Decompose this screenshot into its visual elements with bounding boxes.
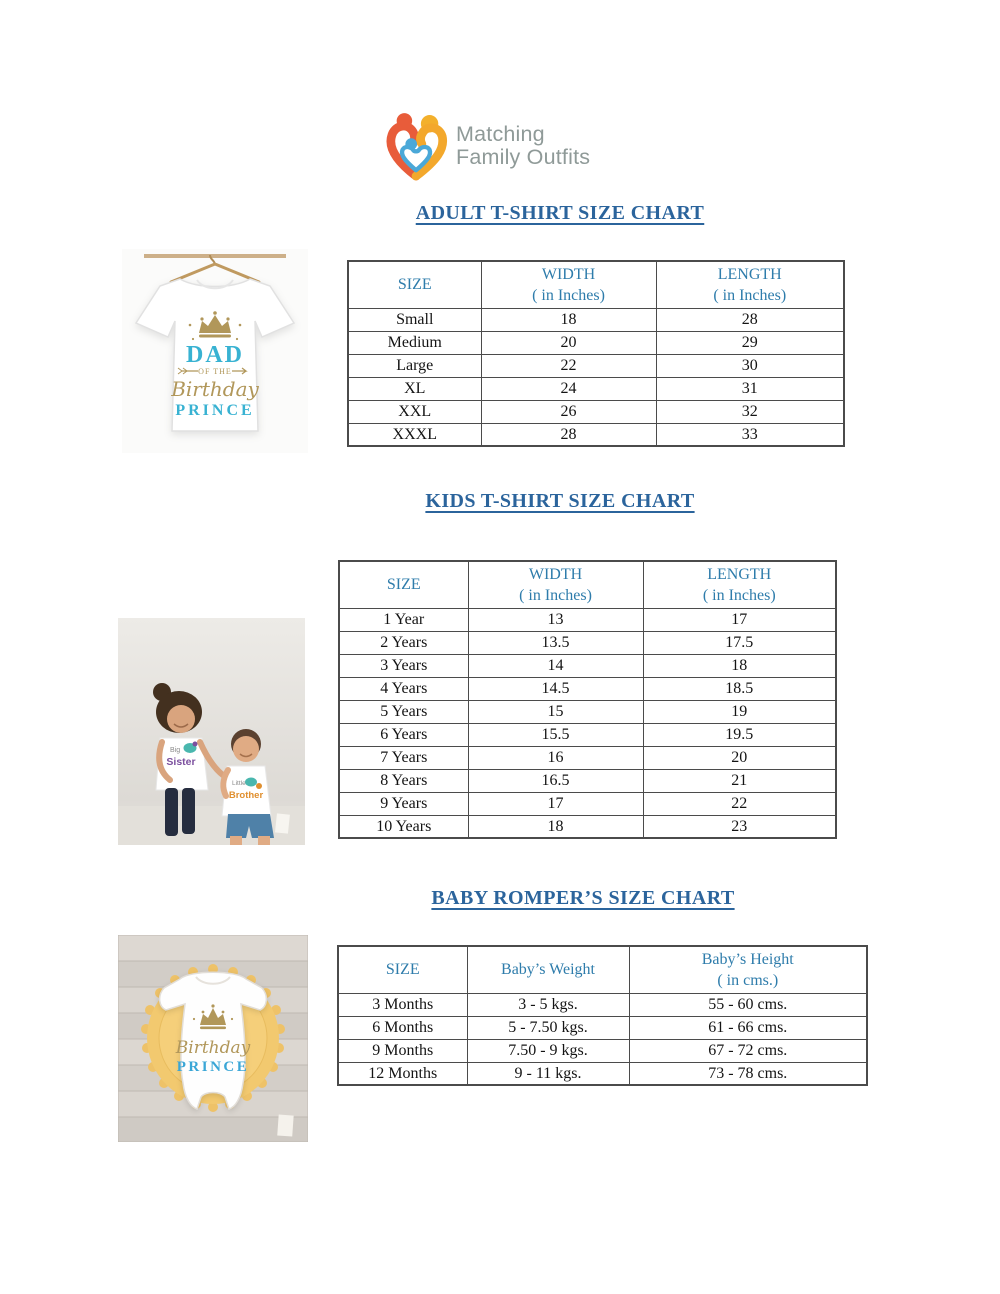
table-cell: 9 Years — [339, 792, 468, 815]
table-cell: 9 - 11 kgs. — [467, 1062, 629, 1085]
table-cell: 17 — [643, 608, 836, 631]
table-cell: 20 — [481, 331, 656, 354]
kids-tshirts-product-photo — [118, 618, 305, 845]
table-cell: 32 — [656, 400, 844, 423]
table-row — [348, 308, 844, 331]
table-cell: 22 — [481, 354, 656, 377]
brand-name-line2: Family Outfits — [456, 145, 591, 170]
table-cell: 17 — [468, 792, 643, 815]
table-row — [339, 815, 836, 838]
table-cell: 5 Years — [339, 700, 468, 723]
table-cell: 30 — [656, 354, 844, 377]
column-header: WIDTH ( in Inches) — [481, 261, 656, 308]
table-header-row — [339, 561, 836, 608]
table-cell: XL — [348, 377, 481, 400]
table-row — [338, 1016, 867, 1039]
table-row — [338, 993, 867, 1016]
table-row — [348, 377, 844, 400]
table-cell: 6 Years — [339, 723, 468, 746]
table-cell: 31 — [656, 377, 844, 400]
table-cell: 15 — [468, 700, 643, 723]
kids-size-table — [338, 560, 837, 839]
column-header: Baby’s Weight — [467, 946, 629, 993]
table-row — [338, 1039, 867, 1062]
brand-name-line1: Matching — [456, 122, 545, 146]
shirt-print-prince: PRINCE — [175, 402, 255, 419]
family-heart-logo-icon — [386, 110, 448, 184]
table-cell: 67 - 72 cms. — [629, 1039, 867, 1062]
table-cell: 17.5 — [643, 631, 836, 654]
shirt-print-ofthe: OF THE — [198, 367, 232, 376]
table-cell: 15.5 — [468, 723, 643, 746]
table-cell: 3 Months — [338, 993, 467, 1016]
table-cell: 18 — [643, 654, 836, 677]
table-cell: 2 Years — [339, 631, 468, 654]
column-header: WIDTH ( in Inches) — [468, 561, 643, 608]
baby-size-table — [337, 945, 868, 1086]
table-cell: XXL — [348, 400, 481, 423]
photo-tag — [275, 813, 290, 833]
adult-size-table — [347, 260, 845, 447]
table-row — [348, 423, 844, 446]
table-row — [348, 354, 844, 377]
table-cell: 8 Years — [339, 769, 468, 792]
adult-tshirt-product-photo — [122, 249, 308, 453]
table-cell: 21 — [643, 769, 836, 792]
table-cell: 18 — [481, 308, 656, 331]
table-cell: Large — [348, 354, 481, 377]
table-cell: 3 - 5 kgs. — [467, 993, 629, 1016]
table-row — [348, 331, 844, 354]
table-cell: 14.5 — [468, 677, 643, 700]
table-cell: 7 Years — [339, 746, 468, 769]
table-cell: 1 Year — [339, 608, 468, 631]
column-header: Baby’s Height ( in cms.) — [629, 946, 867, 993]
column-header: SIZE — [339, 561, 468, 608]
kids-size-chart-heading: KIDS T-SHIRT SIZE CHART — [425, 490, 695, 512]
table-header-row — [338, 946, 867, 993]
table-row — [339, 608, 836, 631]
table-cell: 13.5 — [468, 631, 643, 654]
table-row — [339, 723, 836, 746]
romper-print-prince: PRINCE — [176, 1059, 250, 1075]
table-cell: 24 — [481, 377, 656, 400]
table-header-row — [348, 261, 844, 308]
table-cell: 61 - 66 cms. — [629, 1016, 867, 1039]
table-cell: 12 Months — [338, 1062, 467, 1085]
column-header: LENGTH ( in Inches) — [656, 261, 844, 308]
boy-shirt-print-little: Little — [232, 780, 246, 787]
table-row — [338, 1062, 867, 1085]
table-cell: 26 — [481, 400, 656, 423]
table-cell: 22 — [643, 792, 836, 815]
table-cell: 28 — [481, 423, 656, 446]
table-row — [339, 792, 836, 815]
table-cell: Medium — [348, 331, 481, 354]
table-cell: 19 — [643, 700, 836, 723]
table-cell: 9 Months — [338, 1039, 467, 1062]
table-cell: 13 — [468, 608, 643, 631]
table-row — [339, 677, 836, 700]
table-cell: 28 — [656, 308, 844, 331]
girl-shirt-print-sister: Sister — [166, 756, 196, 768]
table-row — [339, 700, 836, 723]
table-cell: XXXL — [348, 423, 481, 446]
boy-shirt-print-brother: Brother — [228, 790, 264, 801]
romper-print-birthday: Birthday — [175, 1038, 251, 1058]
table-cell: 55 - 60 cms. — [629, 993, 867, 1016]
table-cell: 73 - 78 cms. — [629, 1062, 867, 1085]
table-row — [339, 746, 836, 769]
table-cell: 19.5 — [643, 723, 836, 746]
table-cell: 4 Years — [339, 677, 468, 700]
table-cell: 5 - 7.50 kgs. — [467, 1016, 629, 1039]
brand-name — [456, 123, 676, 169]
table-cell: 3 Years — [339, 654, 468, 677]
table-cell: 16.5 — [468, 769, 643, 792]
girl-shirt-print-big: Big — [170, 747, 181, 754]
shirt-print-birthday: Birthday — [171, 377, 259, 401]
table-cell: 6 Months — [338, 1016, 467, 1039]
table-cell: 20 — [643, 746, 836, 769]
table-row — [348, 400, 844, 423]
table-cell: 18.5 — [643, 677, 836, 700]
table-cell: Small — [348, 308, 481, 331]
baby-size-chart-heading: BABY ROMPER’S SIZE CHART — [431, 887, 735, 909]
table-cell: 10 Years — [339, 815, 468, 838]
column-header: SIZE — [348, 261, 481, 308]
table-cell: 14 — [468, 654, 643, 677]
column-header: SIZE — [338, 946, 467, 993]
baby-romper-product-photo — [118, 935, 308, 1142]
shirt-print-dad: DAD — [186, 342, 244, 368]
photo-tag — [277, 1115, 293, 1137]
table-cell: 29 — [656, 331, 844, 354]
adult-size-chart-heading: ADULT T-SHIRT SIZE CHART — [415, 202, 705, 224]
table-cell: 16 — [468, 746, 643, 769]
table-cell: 23 — [643, 815, 836, 838]
table-cell: 33 — [656, 423, 844, 446]
table-row — [339, 654, 836, 677]
table-cell: 18 — [468, 815, 643, 838]
column-header: LENGTH ( in Inches) — [643, 561, 836, 608]
table-cell: 7.50 - 9 kgs. — [467, 1039, 629, 1062]
table-row — [339, 631, 836, 654]
table-row — [339, 769, 836, 792]
